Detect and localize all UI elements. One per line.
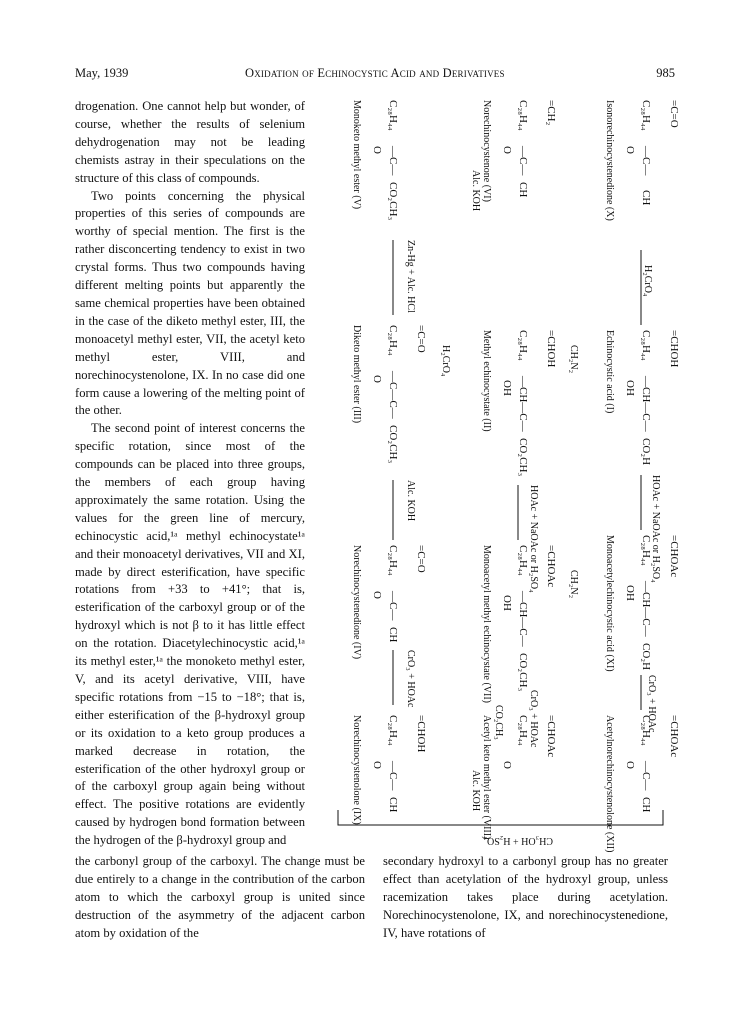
svg-text:OH: OH — [501, 595, 513, 611]
svg-text:C₂₈H₄₄: C₂₈H₄₄ — [640, 715, 652, 746]
svg-text:C₂₈H₄₄: C₂₈H₄₄ — [387, 325, 399, 356]
svg-text:Monoketo methyl ester (V): Monoketo methyl ester (V) — [351, 100, 362, 210]
svg-text:CH₂N₂: CH₂N₂ — [568, 570, 579, 599]
svg-text:CH: CH — [387, 797, 399, 813]
svg-text:CH₂N₂: CH₂N₂ — [568, 345, 579, 374]
svg-text:—C—: —C— — [640, 146, 652, 176]
svg-text:Norechinocystenolone (IX): Norechinocystenolone (IX) — [351, 715, 362, 825]
svg-text:—C—: —C— — [517, 146, 529, 176]
compound-X — [604, 100, 680, 221]
svg-text:O: O — [624, 761, 636, 769]
compound-VI — [481, 100, 557, 202]
svg-text:O: O — [371, 591, 383, 599]
compound-IV — [351, 545, 427, 659]
paragraph-2: Two points concerning the physical properties of this series of compounds are worthy of special mention. The first is the rather disconcerting tendency to exist in two crystal forms. Thus two compounds having different melting points but apparently the same chemical properties have been obtained in the case of the diketo methyl ester, III, the monoacetyl methyl ester, VII, the acetyl keto methyl ester, VIII, and norechinocystenolone, IX. In no case did one form cause a lowering of the melting point of the other. — [75, 188, 305, 418]
bracket-label: CH₃OH + H₂SO₄ — [483, 835, 553, 846]
svg-text:Alc. KOH: Alc. KOH — [470, 770, 481, 812]
svg-text:C₂₈H₄₄: C₂₈H₄₄ — [517, 545, 529, 576]
svg-text:=CHOAc: =CHOAc — [545, 715, 557, 758]
svg-text:Alc. KOH: Alc. KOH — [405, 480, 416, 522]
left-column — [75, 98, 305, 850]
svg-text:CH: CH — [640, 797, 652, 813]
reagent-label: H₂CrO₄ — [642, 265, 653, 297]
svg-text:Acetyl keto methyl ester (VIII: Acetyl keto methyl ester (VIII) — [481, 715, 492, 840]
svg-text:=CHOH: =CHOH — [668, 330, 680, 368]
paragraph-3: The second point of interest concerns the specific rotation, since most of the compounds can be placed into three groups, the members of each group having approximately the same rotation. Using the values for the green line of mercury, echinocystic acid,¹ᵃ methyl echinocystate¹ᵃ and their monoacetyl derivatives, VII and XI, made by direct esterification, have specific rotations from +33 to +41°; that is, esterification of the carboxyl group or of the hydroxyl which is not β to it has little effect on the rotation. Diacetylechinocystic acid,¹ᵃ its methyl ester,¹ᵃ the monoketo methyl ester, V, and its acetyl derivative, VIII, have specific rotations from −15 to −18°; that is, either esterification of the β-hydroxyl group or its oxidation to a keto group produces a marked decrease in rotation, the esterification of the other hydroxyl group or of the carboxyl group again being without effect. The positive rotations are evidently caused by hydrogen bond formation between the hydrogen of the β-hydroxyl group and — [75, 421, 305, 848]
compound-I — [604, 330, 680, 465]
svg-text:Zn-Hg + Alc. HCl: Zn-Hg + Alc. HCl — [405, 240, 416, 313]
svg-text:Alc. KOH: Alc. KOH — [470, 170, 481, 212]
compound-V — [351, 100, 399, 220]
svg-text:Diketo methyl ester (III): Diketo methyl ester (III) — [351, 325, 362, 424]
compound-III — [351, 325, 427, 463]
svg-text:C₂₈H₄₄: C₂₈H₄₄ — [640, 330, 652, 361]
svg-text:=CHOAc: =CHOAc — [668, 715, 680, 758]
svg-text:CO₂CH₃: CO₂CH₃ — [517, 438, 529, 477]
svg-text:Echinocystic acid (I): Echinocystic acid (I) — [604, 330, 615, 414]
svg-text:—CH—C—: —CH—C— — [517, 376, 529, 432]
svg-text:Monoacetylechinocystic acid (X: Monoacetylechinocystic acid (XI) — [604, 535, 615, 672]
compound-VIII — [481, 705, 557, 839]
header-title: Oxidation of Echinocystic Acid and Derivatives — [245, 66, 505, 80]
compound-IX — [351, 715, 427, 825]
svg-text:=CHOH: =CHOH — [415, 715, 427, 753]
svg-text:—CH—C—: —CH—C— — [640, 376, 652, 432]
svg-text:CrO₃ + HOAc: CrO₃ + HOAc — [646, 675, 657, 733]
compound-XI — [604, 535, 680, 672]
svg-text:—C—: —C— — [387, 761, 399, 791]
svg-text:—C—: —C— — [387, 146, 399, 176]
running-header — [75, 66, 675, 84]
svg-text:O: O — [371, 761, 383, 769]
header-date: May, 1939 — [75, 66, 129, 80]
svg-text:—C—: —C— — [387, 591, 399, 621]
reaction-scheme-svg — [305, 90, 683, 853]
compound-VII — [481, 545, 557, 703]
svg-text:CO₂CH₃: CO₂CH₃ — [517, 653, 529, 692]
svg-text:=CHOH: =CHOH — [545, 330, 557, 368]
svg-text:C₂₈H₄₄: C₂₈H₄₄ — [387, 715, 399, 746]
svg-text:Methyl echinocystate (II): Methyl echinocystate (II) — [481, 330, 492, 432]
svg-text:C₂₈H₄₄: C₂₈H₄₄ — [517, 330, 529, 361]
bottom-right-text: secondary hydroxyl to a carbonyl group has no greater effect than acetylation of the hydroxyl group, unless racemization takes place during acetylation. Norechinocystenolone, IX, and norechinocystenedione, IV, have rotations of — [383, 854, 668, 940]
svg-text:C₂₈H₄₄: C₂₈H₄₄ — [387, 545, 399, 576]
svg-text:Acetylnorechinocystenolone (XI: Acetylnorechinocystenolone (XII) — [604, 715, 615, 853]
svg-text:—CH—C—: —CH—C— — [640, 581, 652, 637]
svg-text:CH: CH — [387, 627, 399, 643]
svg-text:CO₂CH₃: CO₂CH₃ — [387, 182, 399, 221]
svg-text:C₂₈H₄₄: C₂₈H₄₄ — [517, 715, 529, 746]
svg-text:=CHOAc: =CHOAc — [545, 545, 557, 588]
svg-text:CO₂H: CO₂H — [640, 643, 652, 671]
svg-text:O: O — [371, 375, 383, 383]
svg-text:H₂CrO₄: H₂CrO₄ — [440, 345, 451, 377]
svg-text:=CHOAc: =CHOAc — [668, 535, 680, 578]
svg-text:C₂₈H₄₄: C₂₈H₄₄ — [640, 535, 652, 566]
svg-text:OH: OH — [624, 585, 636, 601]
svg-text:CO₂CH₃: CO₂CH₃ — [387, 425, 399, 464]
svg-text:Norechinocystenedione (IV): Norechinocystenedione (IV) — [351, 545, 362, 660]
bottom-left-text: the carbonyl group of the carboxyl. The change must be due entirely to a change in the contribution of the carbon atom to which the carboxyl group is united since destruction of the asymmetry of the adjacent carbon atom by oxidation of the — [75, 854, 365, 940]
compound-group: =C=O — [668, 100, 680, 128]
svg-text:CH: CH — [517, 182, 529, 198]
svg-text:—C—: —C— — [640, 761, 652, 791]
svg-text:Monoacetyl methyl echinocystat: Monoacetyl methyl echinocystate (VII) — [481, 545, 492, 703]
compound-formula: C₂₈H₄₄ — [640, 100, 652, 131]
reaction-scheme — [305, 90, 683, 853]
svg-text:—CH—C—: —CH—C— — [517, 591, 529, 647]
svg-text:O: O — [501, 146, 513, 154]
svg-text:—C—C—: —C—C— — [387, 371, 399, 419]
svg-text:OH: OH — [624, 380, 636, 396]
svg-text:O: O — [371, 146, 383, 154]
svg-text:CO₂CH₃: CO₂CH₃ — [493, 705, 504, 740]
svg-text:HOAc + NaOAc or H₂SO₄: HOAc + NaOAc or H₂SO₄ — [650, 475, 661, 583]
svg-text:C₂₈H₄₄: C₂₈H₄₄ — [387, 100, 399, 131]
paragraph-1: drogenation. One cannot help but wonder, of course, whether the results of selenium dehydrogenation may not be leading chemists astray in their speculations on the structure of this class of compounds. — [75, 99, 305, 185]
svg-text:CrO₃ + HOAc: CrO₃ + HOAc — [405, 650, 416, 708]
svg-text:CrO₃ + HOAc: CrO₃ + HOAc — [528, 690, 539, 748]
svg-text:HOAc + NaOAc or H₂SO₄: HOAc + NaOAc or H₂SO₄ — [528, 485, 539, 593]
compound-sub: O — [624, 146, 636, 154]
page-number: 985 — [656, 66, 675, 80]
compound-XII — [604, 715, 680, 852]
svg-text:OH: OH — [501, 380, 513, 396]
svg-text:=CH₂: =CH₂ — [545, 100, 557, 126]
compound-II — [481, 330, 557, 476]
svg-text:=C=O: =C=O — [415, 325, 427, 353]
svg-text:C₂₈H₄₄: C₂₈H₄₄ — [517, 100, 529, 131]
compound-name: Isonorechinocystenedione (X) — [604, 100, 615, 221]
svg-text:Norechinocystenone (VI): Norechinocystenone (VI) — [481, 100, 492, 202]
svg-text:O: O — [501, 761, 513, 769]
svg-text:=C=O: =C=O — [415, 545, 427, 573]
compound-side: CH — [640, 190, 652, 206]
svg-text:CO₂H: CO₂H — [640, 438, 652, 466]
